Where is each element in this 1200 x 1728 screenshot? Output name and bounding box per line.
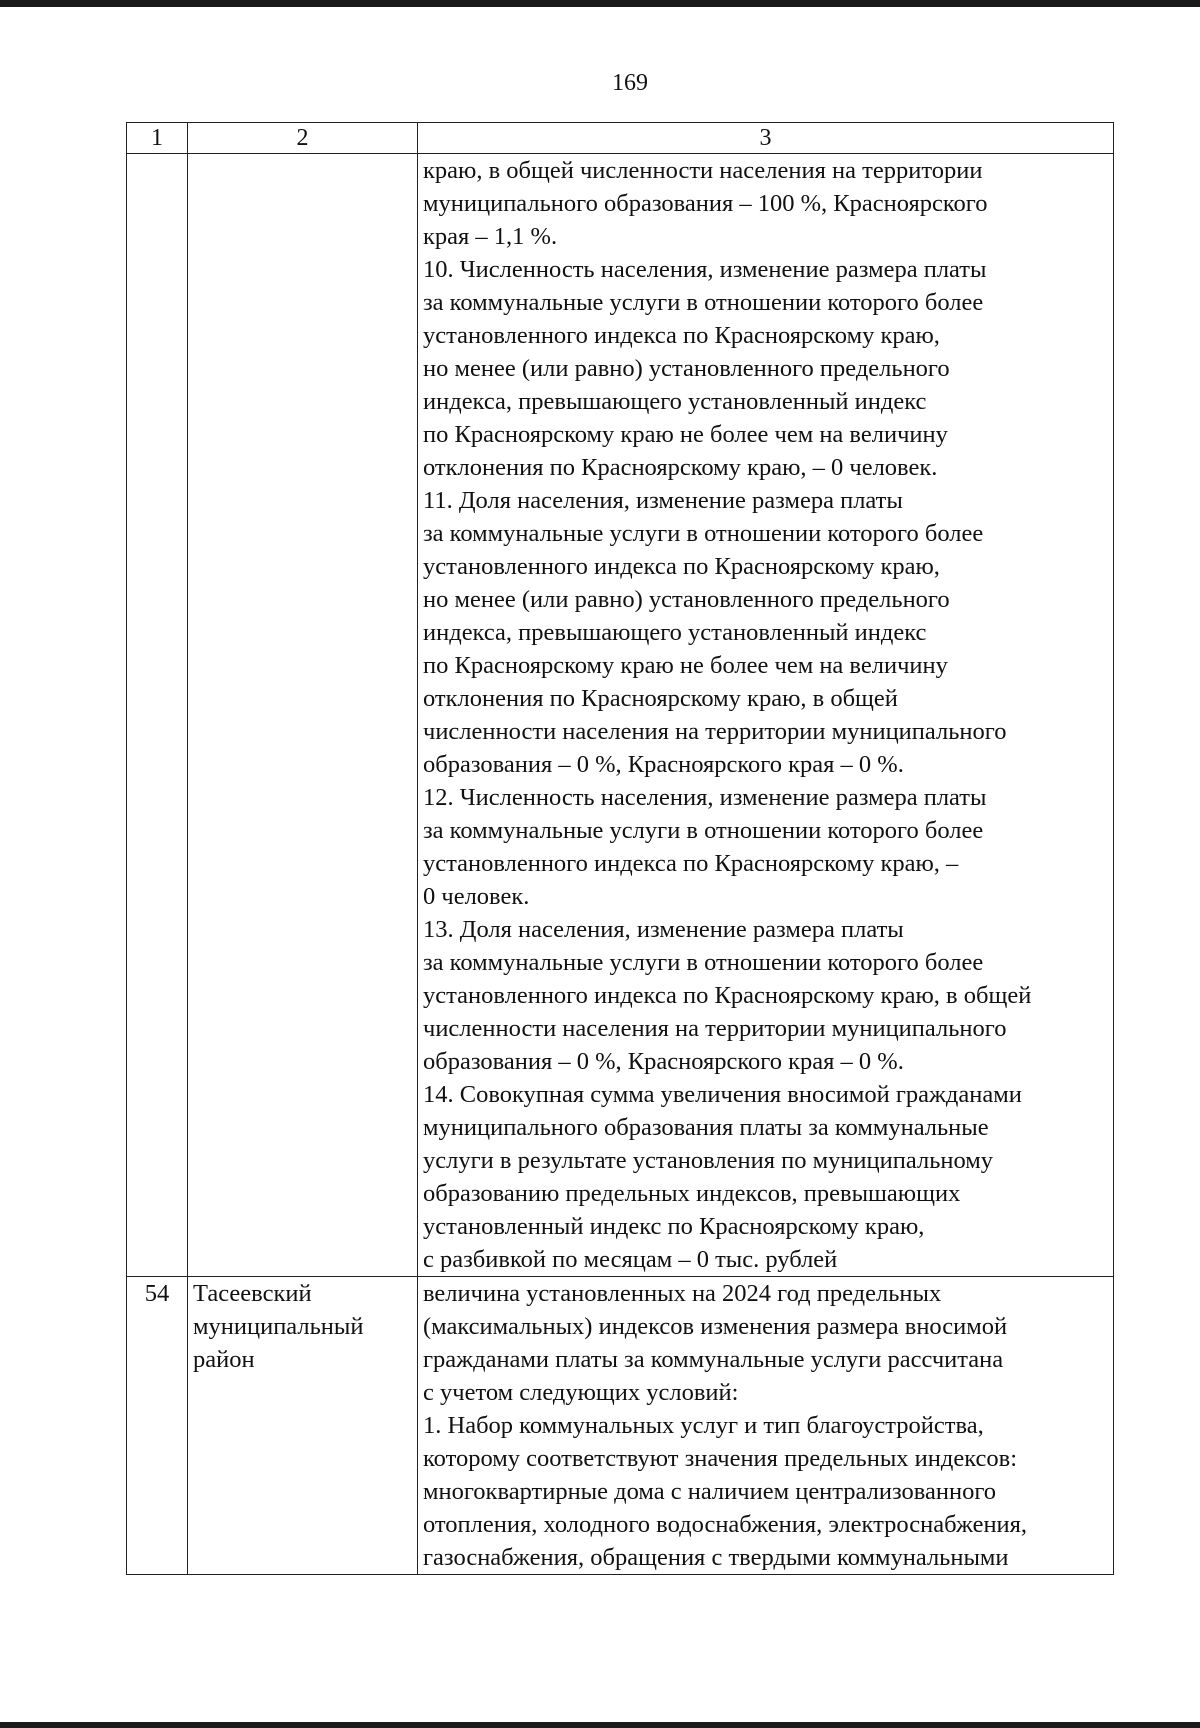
table-row — [127, 1277, 1114, 1575]
description-line: услуги в результате установления по муниципальному — [423, 1147, 994, 1174]
scan-top-edge — [0, 0, 1200, 7]
description-line: 0 человек. — [423, 883, 530, 910]
scan-bottom-edge — [0, 1722, 1200, 1728]
description-line: индекса, превышающего установленный индекс — [423, 388, 927, 415]
description-line: установленного индекса по Красноярскому краю, в общей — [423, 982, 1032, 1009]
description-line: с разбивкой по месяцам – 0 тыс. рублей — [423, 1246, 838, 1273]
description-line: 13. Доля населения, изменение размера платы — [423, 916, 904, 943]
municipality-name-line: муниципальный — [193, 1313, 364, 1340]
description-line: 14. Совокупная сумма увеличения вносимой гражданами — [423, 1081, 1022, 1108]
municipality-name-line: Тасеевский — [193, 1280, 312, 1307]
description-line: муниципального образования платы за коммунальные — [423, 1114, 989, 1141]
description-line: индекса, превышающего установленный индекс — [423, 619, 927, 646]
description-line: но менее (или равно) установленного предельного — [423, 586, 950, 613]
table-header — [127, 123, 1114, 154]
description-line: отклонения по Красноярскому краю, в общей — [423, 685, 898, 712]
description-line: установленного индекса по Красноярскому краю, – — [423, 850, 959, 877]
description-line: образования – 0 %, Красноярского края – 0 %. — [423, 1048, 904, 1075]
row-number-cell — [127, 154, 188, 1277]
description-line: 11. Доля населения, изменение размера платы — [423, 487, 903, 514]
description-line: установленный индекс по Красноярскому краю, — [423, 1213, 925, 1240]
description-line: 10. Численность населения, изменение размера платы — [423, 256, 987, 283]
description-line: за коммунальные услуги в отношении которого более — [423, 520, 984, 547]
municipality-name-line: район — [193, 1346, 255, 1373]
table-body — [127, 154, 1114, 1575]
description-line: гражданами платы за коммунальные услуги рассчитана — [423, 1346, 1004, 1373]
description-line: края – 1,1 %. — [423, 223, 558, 250]
description-line: с учетом следующих условий: — [423, 1379, 739, 1406]
description-line: краю, в общей численности населения на территории — [423, 157, 983, 184]
header-row — [127, 123, 1114, 154]
description-line: 12. Численность населения, изменение размера платы — [423, 784, 987, 811]
description-line: установленного индекса по Красноярскому краю, — [423, 322, 940, 349]
header-col-1: 1 — [127, 123, 188, 154]
page-number: 169 — [612, 70, 648, 96]
description-line: которому соответствуют значения предельных индексов: — [423, 1445, 1018, 1472]
header-col-2: 2 — [188, 123, 418, 154]
description-line: численности населения на территории муниципального — [423, 1015, 1007, 1042]
table-row — [127, 154, 1114, 1277]
description-line: образования – 0 %, Красноярского края – 0 %. — [423, 751, 904, 778]
description-line: (максимальных) индексов изменения размера вносимой — [423, 1313, 1008, 1340]
description-line: образованию предельных индексов, превышающих — [423, 1180, 961, 1207]
description-line: но менее (или равно) установленного предельного — [423, 355, 950, 382]
row-number-cell: 54 — [127, 1277, 188, 1575]
municipality-name-cell — [188, 154, 418, 1277]
description-line: за коммунальные услуги в отношении которого более — [423, 289, 984, 316]
description-cell — [418, 1277, 1114, 1575]
document-table — [126, 122, 1114, 1575]
description-line: газоснабжения, обращения с твердыми коммунальными — [423, 1544, 1009, 1571]
header-col-3: 3 — [418, 123, 1114, 154]
description-line: муниципального образования – 100 %, Красноярского — [423, 190, 988, 217]
description-line: за коммунальные услуги в отношении которого более — [423, 949, 984, 976]
description-line: по Красноярскому краю не более чем на величину — [423, 652, 948, 679]
description-line: отклонения по Красноярскому краю, – 0 человек. — [423, 454, 938, 481]
description-line: за коммунальные услуги в отношении которого более — [423, 817, 984, 844]
description-line: величина установленных на 2024 год предельных — [423, 1280, 942, 1307]
description-cell — [418, 154, 1114, 1277]
description-line: 1. Набор коммунальных услуг и тип благоустройства, — [423, 1412, 984, 1439]
description-line: установленного индекса по Красноярскому краю, — [423, 553, 940, 580]
description-line: по Красноярскому краю не более чем на величину — [423, 421, 948, 448]
description-line: многоквартирные дома с наличием централизованного — [423, 1478, 997, 1505]
description-line: отопления, холодного водоснабжения, электроснабжения, — [423, 1511, 1028, 1538]
description-line: численности населения на территории муниципального — [423, 718, 1007, 745]
municipality-name-cell — [188, 1277, 418, 1575]
